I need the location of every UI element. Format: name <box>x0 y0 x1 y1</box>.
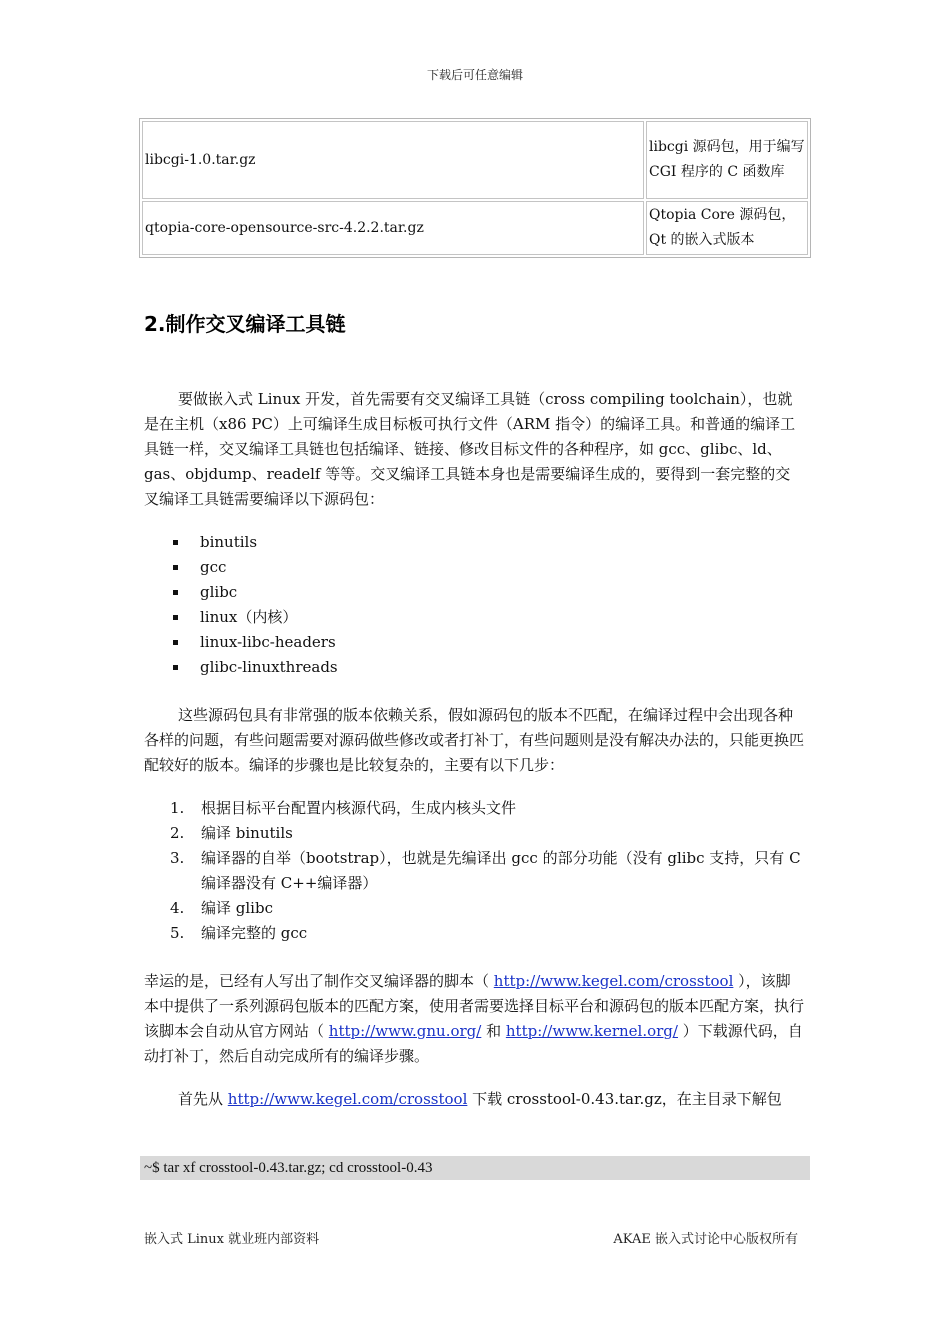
list-item: glibc <box>170 580 338 605</box>
kegel-crosstool-link[interactable]: http://www.kegel.com/crosstool <box>227 1090 468 1108</box>
list-item: binutils <box>170 530 338 555</box>
download-paragraph: 首先从 http://www.kegel.com/crosstool 下载 crosstool-0.43.tar.gz，在主目录下解包 <box>178 1090 782 1108</box>
bullet-icon <box>173 590 178 595</box>
crosstool-paragraph: 幸运的是，已经有人写出了制作交叉编译器的脚本（ http://www.kegel.com/crosstool ），该脚本中提供了一系列源码包版本的匹配方案，使用者需要选择目标平台和源码包的版本匹配方案，执行该脚本会自动从官方网站（ http://www.gnu.org/ 和 http://www.kernel.org/ ）下载源代码，自动打补丁，然后自动完成所有的编译步骤。 <box>144 972 805 1065</box>
intro-paragraph: 要做嵌入式 Linux 开发，首先需要有交叉编译工具链（cross compiling toolchain），也就是在主机（x86 PC）上可编译生成目标板可执行文件（ARM 指令）的编译工具。和普通的编译工具链一样，交叉编译工具链也包括编译、链接、修改目标文件的各种程序，如 gcc、glibc、ld、gas、objdump、readelf 等等。交叉编译工具链本身也是需要编译生成的，要得到一套完整的交叉编译工具链需要编译以下源码包： <box>144 390 796 508</box>
bullet-icon <box>173 565 178 570</box>
code-block: ~$ tar xf crosstool-0.43.tar.gz; cd crosstool-0.43 <box>140 1156 810 1180</box>
table-row <box>142 121 808 199</box>
page-header: 下载后可任意编辑 <box>426 68 523 82</box>
list-item: linux（内核） <box>170 605 338 630</box>
footer-right: AKAE 嵌入式讨论中心版权所有 <box>613 1232 798 1247</box>
source-package-table <box>139 118 811 258</box>
footer-left: 嵌入式 Linux 就业班内部资料 <box>144 1232 320 1247</box>
dependency-paragraph: 这些源码包具有非常强的版本依赖关系，假如源码包的版本不匹配，在编译过程中会出现各种各样的问题，有些问题需要对源码做些修改或者打补丁，有些问题则是没有解决办法的，只能更换匹配较好的版本。编译的步骤也是比较复杂的，主要有以下几步： <box>144 706 805 774</box>
kernel-link[interactable]: http://www.kernel.org/ <box>505 1022 678 1040</box>
build-steps-list <box>170 796 810 946</box>
list-item: 4. 编译 glibc <box>170 899 273 917</box>
list-item: 3. 编译器的自举（bootstrap），也就是先编译出 gcc 的部分功能（没有 glibc 支持，只有 C 编译器没有 C++编译器） <box>170 849 801 892</box>
section-title: 2.制作交叉编译工具链 <box>144 312 346 336</box>
list-item: 2. 编译 binutils <box>170 824 293 842</box>
package-desc-cell: Qtopia Core 源码包，Qt 的嵌入式版本 <box>646 201 808 255</box>
list-item: 1. 根据目标平台配置内核源代码，生成内核头文件 <box>170 799 517 817</box>
list-item: linux-libc-headers <box>170 630 338 655</box>
list-item: gcc <box>170 555 338 580</box>
list-item: glibc-linuxthreads <box>170 655 338 680</box>
gnu-link[interactable]: http://www.gnu.org/ <box>328 1022 482 1040</box>
package-name-cell: libcgi-1.0.tar.gz <box>142 121 644 199</box>
list-item: 5. 编译完整的 gcc <box>170 924 308 942</box>
package-list <box>170 530 338 680</box>
bullet-icon <box>173 640 178 645</box>
table-row <box>142 201 808 255</box>
bullet-icon <box>173 665 178 670</box>
package-desc-cell: libcgi 源码包，用于编写 CGI 程序的 C 函数库 <box>646 121 808 199</box>
bullet-icon <box>173 540 178 545</box>
package-name-cell: qtopia-core-opensource-src-4.2.2.tar.gz <box>142 201 644 255</box>
kegel-crosstool-link[interactable]: http://www.kegel.com/crosstool <box>493 972 734 990</box>
bullet-icon <box>173 615 178 620</box>
